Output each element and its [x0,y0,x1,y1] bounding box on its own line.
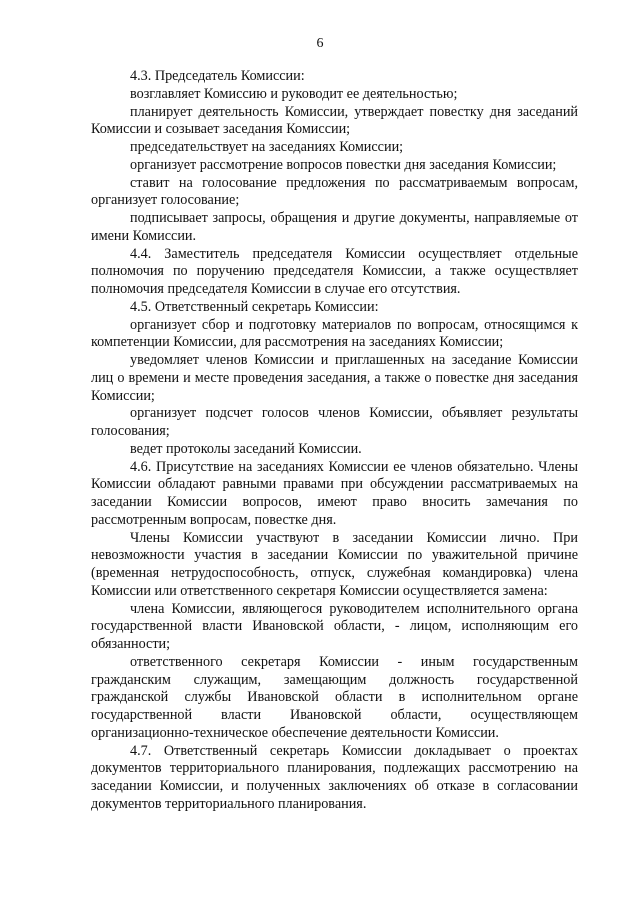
page-number: 6 [316,36,324,51]
paragraph-4-5-heading: 4.5. Ответственный секретарь Комиссии: [130,298,379,315]
paragraph-chair-organizes: организует рассмотрение вопросов повестки дня заседания Комиссии; [130,156,557,173]
paragraph-chair-leads: возглавляет Комиссию и руководит ее деятельностью; [130,85,458,102]
paragraph-4-4: 4.4. Заместитель председателя Комиссии осуществляет отдельные полномочия по поручению председателя Комиссии, а также осуществляет полномочия председателя Комиссии в случае его отсутствия. [91,245,578,297]
paragraph-chair-plans: планирует деятельность Комиссии, утверждает повестку дня заседаний Комиссии и созывает заседания Комиссии; [91,103,578,138]
paragraph-chair-signs: подписывает запросы, обращения и другие документы, направляемые от имени Комиссии. [91,210,578,244]
paragraph-secretary-replacement: ответственного секретаря Комиссии - иным государственным гражданским служащим, замещающим должность государственной гражданской службы Ивановской области в исполнительном органе государственной власти Ивановской области, осуществляющем организационно-техническое обеспечение деятельности Комиссии. [91,653,578,741]
paragraph-chair-voting: ставит на голосование предложения по рассматриваемым вопросам, организует голосование; [91,174,578,209]
paragraph-secretary-minutes: ведет протоколы заседаний Комиссии. [130,440,362,457]
paragraph-secretary-materials: организует сбор и подготовку материалов по вопросам, относящимся к компетенции Комиссии, для рассмотрения на заседаниях Комиссии; [91,316,578,351]
paragraph-secretary-counts: организует подсчет голосов членов Комиссии, объявляет результаты голосования; [91,405,578,439]
paragraph-chair-presides: председательствует на заседаниях Комиссии; [130,139,404,155]
document-body [91,68,578,814]
paragraph-members-attend: Члены Комиссии участвуют в заседании Комиссии лично. При невозможности участия в заседании Комиссии по уважительной причине (временная нетрудоспособность, отпуск, служебная командировка) члена Комиссии или ответственного секретаря Комиссии осуществляется замена: [91,529,578,599]
paragraph-4-7: 4.7. Ответственный секретарь Комиссии докладывает о проектах документов территориального планирования, подлежащих рассмотрению на заседании Комиссии, и полученных заключениях об отказе в согласовании документов территориального планирования. [91,742,578,812]
paragraph-member-replacement: члена Комиссии, являющегося руководителем исполнительного органа государственной власти Ивановской области, - лицом, исполняющим его обязанности; [91,600,578,652]
paragraph-secretary-notifies: уведомляет членов Комиссии и приглашенных на заседание Комиссии лиц о времени и месте проведения заседания, а также о повестке дня заседания Комиссии; [91,352,578,404]
paragraph-4-3-heading: 4.3. Председатель Комиссии: [130,68,305,84]
paragraph-4-6: 4.6. Присутствие на заседаниях Комиссии ее членов обязательно. Члены Комиссии обладают равными правами при обсуждении рассматриваемых на заседании Комиссии вопросов, имеют право вносить замечания по рассмотренным вопросам, повестке дня. [91,458,578,528]
